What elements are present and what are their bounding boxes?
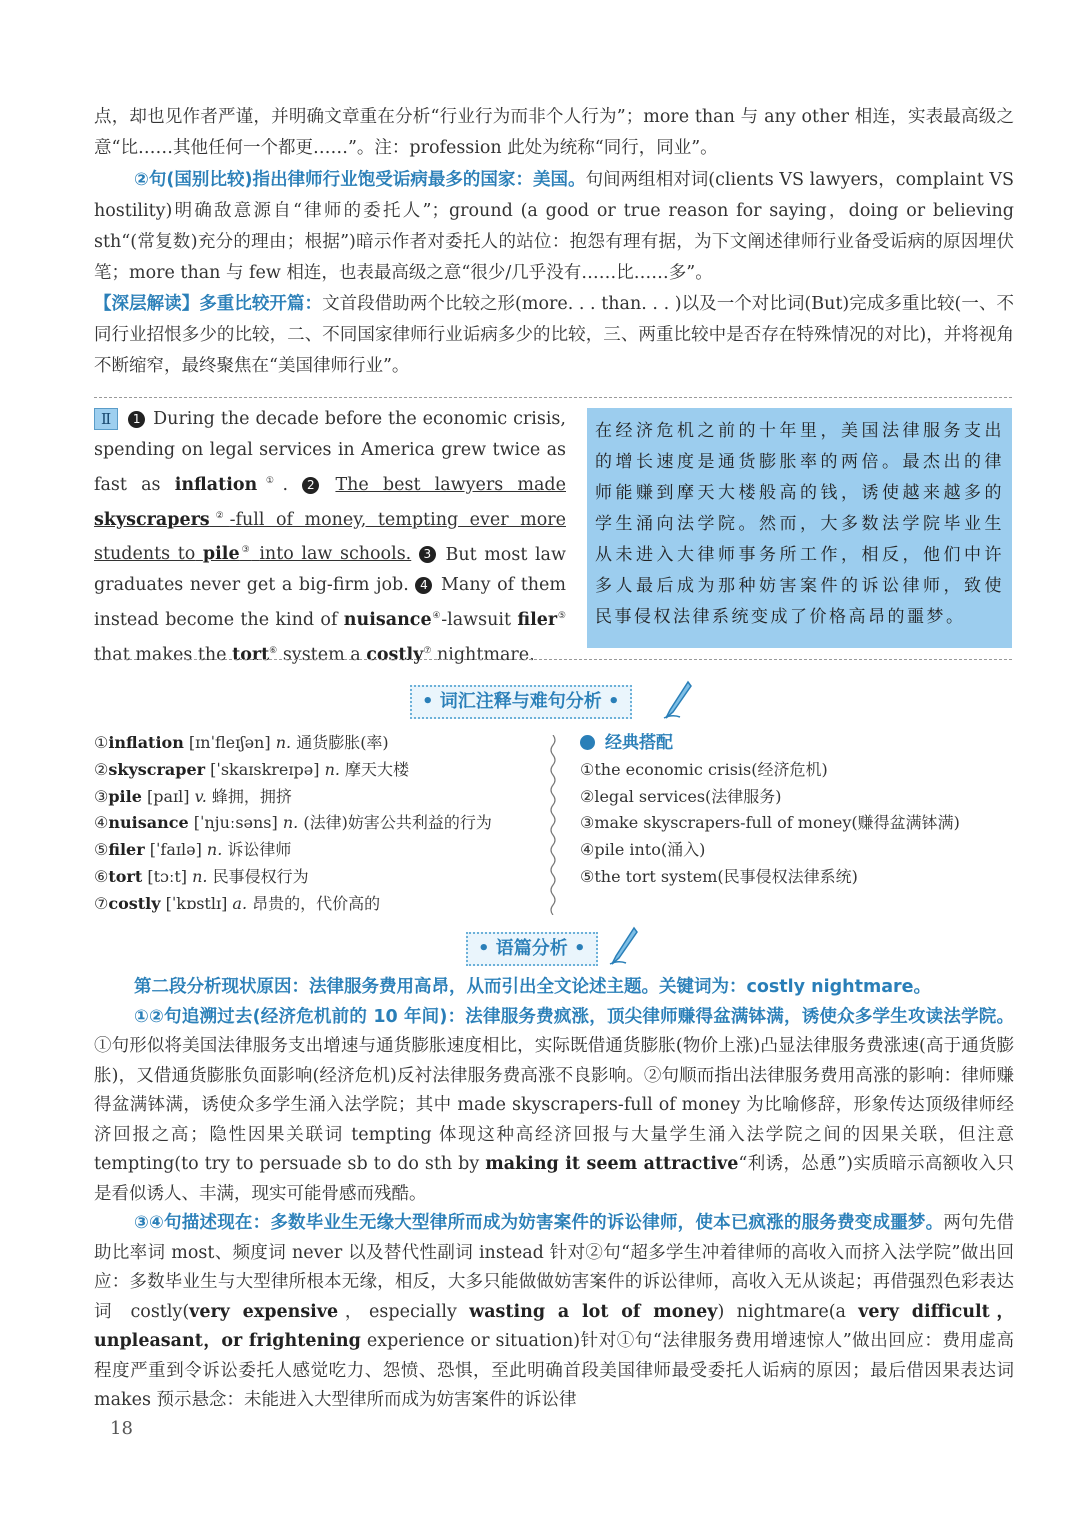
divider-bottom xyxy=(94,659,1012,660)
passage-translation: 在经济危机之前的十年里，美国法律服务支出的增长速度是通货膨胀率的两倍。最杰出的律师能赚到摩天大楼般高的钱，诱使越来越多的学生涌向法学院。然而，大多数法学院毕业生从未进入大律师事务所工作，相反，他们中许多人最后成为那种妨害案件的诉讼律师，致使民事侵权法律系统变成了价格高昂的噩梦。 xyxy=(587,408,1012,648)
para-continuation: 点，却也见作者严谨，并明确文章重在分析“行业行为而非个人行为”；more than 与 any other 相连，实表最高级之意“比……其他任何一个都更……”。注：profession 此处为统称“同行，同业”。 xyxy=(94,107,1014,158)
sentence-number-2: 2 xyxy=(302,477,319,494)
sentence-number-3: 3 xyxy=(419,546,436,563)
vocab-list xyxy=(94,730,534,918)
banner-discourse-analysis: • 语篇分析 • xyxy=(466,932,598,966)
sentence-number-4: 4 xyxy=(415,577,432,594)
sentence-4-text: Many of them instead become the kind of nuisance④-lawsuit filer⑤ that makes the tort⑥ system a costly⑦ nightmare. xyxy=(94,575,566,666)
column-divider xyxy=(548,735,558,915)
para3-body: 文首段借助两个比较之形(more. . . than. . . )以及一个对比词(But)完成多重比较(一、不同行业招恨多少的比较，二、不同国家律师行业诟病多少的比较，三、两重比较中是否存在特殊情况的对比)，并将视角不断缩窄，最终聚焦在“美国律师行业”。 xyxy=(94,294,1014,376)
pen-icon xyxy=(662,680,692,720)
collocation-item: ④pile into(涌入) xyxy=(580,840,706,860)
vocab-item: ⑦costly [ˈkɒstlɪ] a. 昂贵的，代价高的 xyxy=(94,893,381,913)
bullet-icon xyxy=(580,735,595,750)
collocation-heading: 经典搭配 xyxy=(580,730,1010,757)
para2-heading: ②句(国别比较)指出律师行业饱受诟病最多的国家：美国。 xyxy=(134,170,586,190)
collocation-item: ①the economic crisis(经济危机) xyxy=(580,759,828,779)
analysis-s12: ①②句追溯过去(经济危机前的 10 年间)：法律服务费疯涨，顶尖律师赚得盆满钵满，诱使众多学生攻读法学院。①句形似将美国法律服务支出增速与通货膨胀速度相比，实际既借通货膨胀(物价上涨)凸显法律服务费涨速(高于通货膨胀)，又借通货膨胀负面影响(经济危机)反衬法律服务费高涨不良影响。②句顺而指出法律服务费用高涨的影响：律师赚得盆满钵满，诱使众多学生涌入法学院；其中 made skyscrapers-full of money 为比喻修辞，形象传达顶级律师经济回报之高；隐性因果关联词 tempting 体现这种高经济回报与大量学生涌入法学院之间的因果关联，但注意 tempting(to try to persuade sb to do sth by making it seem attractive“利诱，怂恿”)实质暗示高额收入只是看似诱人、丰满，现实可能骨感而残酷。 xyxy=(94,1006,1014,1204)
sentence-3-text: But most law graduates never get a big-firm job. xyxy=(94,544,566,596)
vocab-item: ⑤filer [ˈfaɪlə] n. 诉讼律师 xyxy=(94,840,292,860)
vocab-item: ①inflation [ɪnˈfleɪʃən] n. 通货膨胀(率) xyxy=(94,733,389,752)
collocation-list xyxy=(580,730,1010,891)
para3-heading: 【深层解读】多重比较开篇： xyxy=(94,294,323,314)
para-sentence2-analysis xyxy=(94,165,1014,289)
divider-top xyxy=(94,397,1012,398)
vocab-item: ③pile [paɪl] v. 蜂拥，拥挤 xyxy=(94,786,292,806)
vocab-item: ②skyscraper [ˈskaɪskreɪpə] n. 摩天大楼 xyxy=(94,759,410,779)
page-number: 18 xyxy=(110,1418,133,1439)
collocation-item: ③make skyscrapers-full of money(赚得盆满钵满) xyxy=(580,813,960,833)
para-deep-reading xyxy=(94,289,1014,382)
passage-english: Ⅱ 1 During the decade before the economic crisis, spending on legal services in America grew twice as fast as inflation①. 2 The best lawyers made skyscrapers②-full of money, tempting ever more students to pile③ into law schools. 3 But most law graduates never get a big-firm job. 4 Many of them instead become the kind of nuisance④-lawsuit filer⑤ that makes the tort⑥ system a costly⑦ nightmare. xyxy=(94,409,566,666)
analysis-s34: ③④句描述现在：多数毕业生无缘大型律所而成为妨害案件的诉讼律师，使本已疯涨的服务费变成噩梦。两句先借助比率词 most、频度词 never 以及替代性副词 instead 针对②句“超多学生冲着律师的高收入而挤入法学院”做出回应：多数毕业生与大型律所根本无缘，相反，大多只能做做妨害案件的诉讼律师，高收入无从谈起；再借强烈色彩表达词 costly(very expensive，especially wasting a lot of money) nightmare(a very difficult，unpleasant，or frightening experience or situation)针对①句“法律服务费用增速惊人”做出回应：费用虚高程度严重到令诉讼委托人感觉吃力、怨愤、恐惧，至此明确首段美国律师最受委托人诟病的原因；最后借因果表达词 makes 预示悬念：未能进入大型律所而成为妨害案件的诉讼律 xyxy=(94,1213,1014,1410)
collocation-item: ②legal services(法律服务) xyxy=(580,786,782,806)
sentence-2-text: The best lawyers made skyscrapers②-full of money, tempting ever more students to pile③ into law schools. xyxy=(94,474,566,565)
para2-body: 句间两组相对词(clients VS lawyers，complaint VS hostility)明确敌意源自“律师的委托人”；ground (a good or true reason for saying，doing or believing sth“(常复数)充分的理由；根据”)暗示作者对委托人的站位：抱怨有理有据，为下文阐述律师行业备受诟病的原因埋伏笔；more than 与 few 相连，也表最高级之意“很少/几乎没有……比……多”。 xyxy=(94,170,1015,283)
vocab-item: ④nuisance [ˈnjuːsəns] n. (法律)妨害公共利益的行为 xyxy=(94,813,492,833)
paragraph-marker: Ⅱ xyxy=(94,408,118,430)
pen-icon xyxy=(608,926,638,966)
analysis-summary: 第二段分析现状原因：法律服务费用高昂，从而引出全文论述主题。关键词为：costly nightmare。 xyxy=(134,977,932,997)
note-ref-1: ① xyxy=(257,476,283,486)
discourse-analysis xyxy=(94,973,1014,1416)
word-inflation: inflation xyxy=(174,474,258,495)
collocation-item: ⑤the tort system(民事侵权法律系统) xyxy=(580,866,858,886)
sentence-number-1: 1 xyxy=(128,411,145,428)
banner-vocab-analysis: • 词汇注释与难句分析 • xyxy=(410,685,632,719)
sentence-1-text: During the decade before the economic crisis, spending on legal services in America grew twice as fast as xyxy=(94,409,566,495)
vocab-item: ⑥tort [tɔːt] n. 民事侵权行为 xyxy=(94,866,309,886)
